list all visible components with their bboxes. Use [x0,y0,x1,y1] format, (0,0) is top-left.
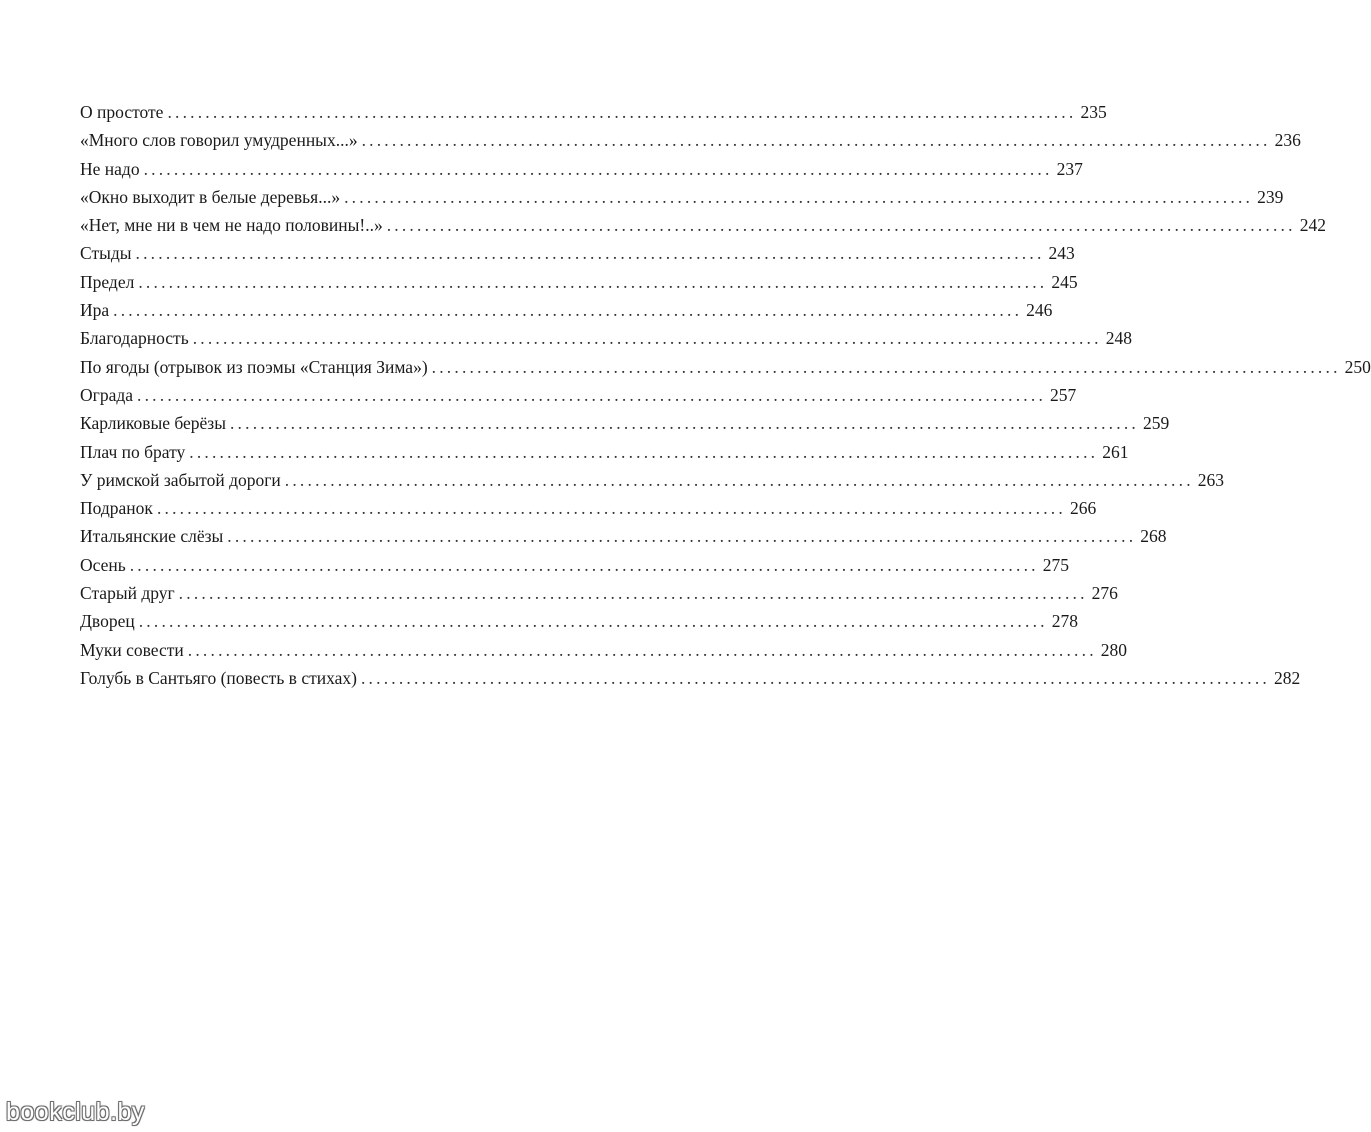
toc-entry [80,268,1078,296]
toc-entry [80,324,1132,352]
dot-leader: ........................................................................................................................ [137,384,1047,405]
dot-leader: ........................................................................................................................ [167,102,1077,122]
toc-entry-page: 237 [1056,158,1083,179]
toc-entry-page: 278 [1051,611,1078,632]
toc-entry [80,494,1097,522]
toc-entry-title: Ира [80,300,110,321]
watermark-logo: bookclub.by [6,1098,145,1126]
dot-leader: ........................................................................................................................ [156,498,1066,519]
toc-entry [80,353,1371,381]
toc-entry-page: 263 [1197,469,1225,490]
dot-leader: ........................................................................................................................ [386,215,1296,236]
toc-entry-page: 282 [1273,667,1301,688]
toc-entry [80,239,1075,267]
toc-entry-title: «Нет, мне ни в чем не надо половины!..» [80,215,383,236]
toc-entry-page: 266 [1069,498,1097,519]
toc-entry-title: Стыды [80,243,132,264]
toc-entry-page: 280 [1100,639,1128,660]
toc-entry-page: 259 [1142,413,1170,434]
toc-entry-title: Предел [80,271,135,292]
toc-entry [80,211,1326,239]
toc-entry-page: 275 [1042,554,1069,575]
toc-entry [80,579,1118,607]
toc-entry-page: 248 [1105,328,1132,349]
dot-leader: ........................................................................................................................ [344,186,1254,207]
dot-leader: ........................................................................................................................ [189,441,1099,462]
toc-entry-title: Плач по брату [80,441,186,462]
toc-entry-page: 239 [1257,186,1284,207]
toc-entry-page: 245 [1051,271,1078,292]
dot-leader: ........................................................................................................................ [187,639,1097,660]
toc-entry [80,409,1170,437]
toc-entry-page: 257 [1050,384,1077,405]
toc-entry-page: 236 [1274,130,1301,151]
toc-entry [80,551,1069,579]
toc-entry [80,381,1077,409]
toc-entry-title: Ограда [80,384,134,405]
toc-entry [80,664,1301,692]
toc-entry [80,98,1107,126]
toc-entry-title: Подранок [80,498,153,519]
toc-entry-title: «Много слов говорил умудренных...» [80,130,358,151]
toc-entry-title: Дворец [80,611,135,632]
toc-entry-title: Не надо [80,158,140,179]
dot-leader: ........................................................................................................................ [135,243,1045,264]
toc-entry-title: Осень [80,554,126,575]
toc-entry-title: О простоте [80,102,164,122]
dot-leader: ........................................................................................................................ [227,526,1137,547]
toc-entry-title: У римской забытой дороги [80,469,281,490]
dot-leader: ........................................................................................................................ [229,413,1139,434]
toc-entry [80,466,1225,494]
dot-leader: ........................................................................................................................ [192,328,1102,349]
toc-entry-title: Голубь в Сантьяго (повесть в стихах) [80,667,357,688]
toc-entry-title: Карликовые берёзы [80,413,226,434]
table-of-contents [80,98,1371,692]
toc-entry-page: 243 [1048,243,1075,264]
toc-entry-page: 246 [1026,300,1053,321]
toc-entry-page: 235 [1080,102,1107,122]
toc-entry [80,296,1053,324]
toc-entry-page: 276 [1091,583,1118,604]
toc-entry [80,438,1129,466]
toc-entry-title: Муки совести [80,639,184,660]
toc-entry [80,126,1301,154]
toc-entry [80,155,1083,183]
dot-leader: ........................................................................................................................ [360,667,1270,688]
dot-leader: ........................................................................................................................ [138,271,1048,292]
toc-entry-title: «Окно выходит в белые деревья...» [80,186,341,207]
dot-leader: ........................................................................................................................ [431,356,1341,377]
toc-entry [80,522,1167,550]
toc-entry [80,183,1284,211]
dot-leader: ........................................................................................................................ [178,583,1088,604]
toc-entry-page: 250 [1344,356,1371,377]
toc-entry-page: 268 [1140,526,1167,547]
toc-entry-title: По ягоды (отрывок из поэмы «Станция Зима») [80,356,428,377]
toc-entry-title: Старый друг [80,583,175,604]
toc-entry-page: 261 [1102,441,1129,462]
dot-leader: ........................................................................................................................ [138,611,1048,632]
dot-leader: ........................................................................................................................ [284,469,1194,490]
toc-entry-page: 242 [1299,215,1326,236]
toc-entry-title: Итальянские слёзы [80,526,224,547]
toc-entry-title: Благодарность [80,328,189,349]
toc-entry [80,607,1078,635]
dot-leader: ........................................................................................................................ [129,554,1039,575]
dot-leader: ........................................................................................................................ [143,158,1053,179]
dot-leader: ........................................................................................................................ [113,300,1023,321]
toc-entry [80,636,1128,664]
dot-leader: ........................................................................................................................ [361,130,1271,151]
